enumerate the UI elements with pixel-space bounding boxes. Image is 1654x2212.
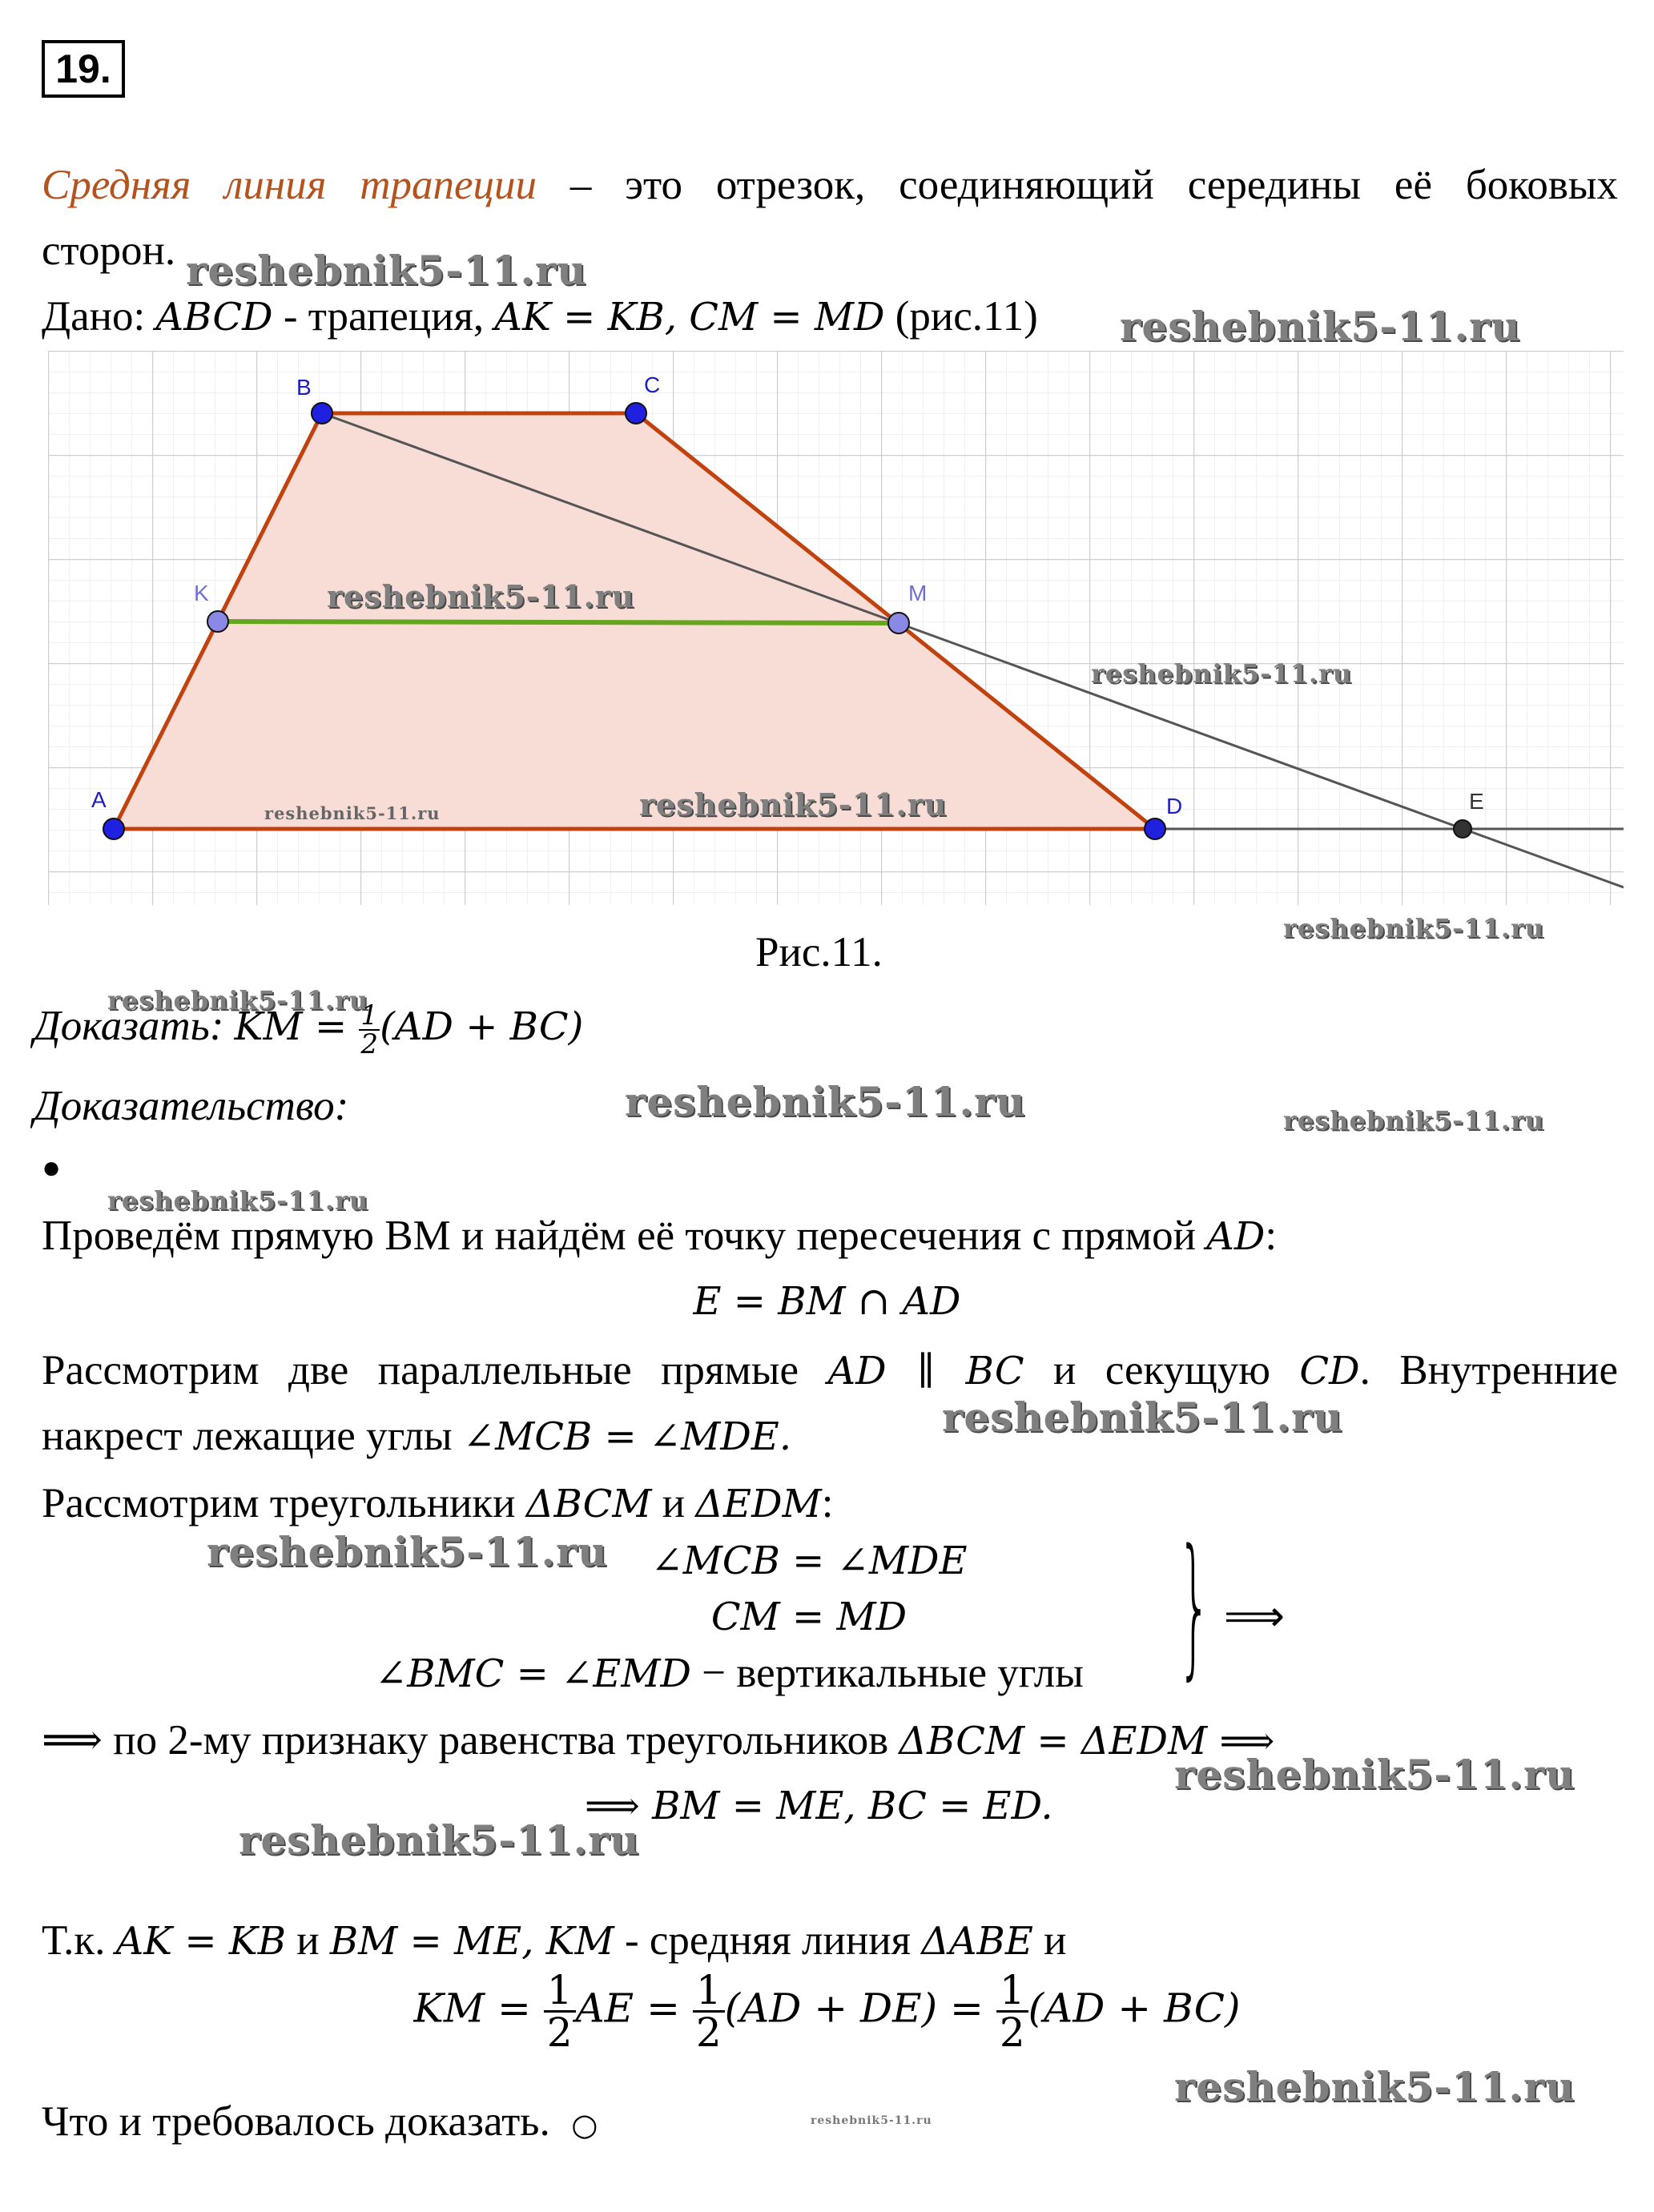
watermark: reshebnik5-11.ru (327, 578, 635, 614)
watermark: reshebnik5-11.ru (942, 1394, 1343, 1441)
figure-caption: Рис.11. (755, 929, 883, 975)
given-trapezoid: - трапеция, (272, 293, 495, 340)
step2-math1: AD ∥ BC (827, 1349, 1024, 1394)
final-eq-ae: AE = (575, 1985, 693, 2032)
fraction-2-num: 1 (693, 1970, 725, 2013)
given-line (42, 292, 1038, 342)
bullet: ● (42, 1149, 62, 1185)
fraction-2 (693, 1967, 725, 2056)
step2-text-c: . Внутренние (1359, 1347, 1618, 1394)
system-row1: ∠MCB = ∠MDE (650, 1538, 968, 1583)
watermark: reshebnik5-11.ru (1120, 303, 1521, 350)
final-eq-ad-bc: (AD + BC) (1028, 1985, 1241, 2032)
watermark: reshebnik5-11.ru (107, 985, 369, 1016)
step3-math1: ΔBCM (525, 1482, 652, 1526)
point-e (1454, 820, 1471, 838)
system-brace: } (1177, 1517, 1212, 1694)
system-arrow: ⟹ (1224, 1592, 1285, 1641)
final-math1: AK = KB (115, 1919, 286, 1964)
final-text-b: и (285, 1917, 330, 1964)
watermark: reshebnik5-11.ru (1283, 913, 1545, 943)
point-c (626, 403, 646, 424)
system-row3-math: ∠BMC = ∠EMD (375, 1651, 691, 1696)
step3-text-a: Рассмотрим треугольники (42, 1480, 526, 1526)
step1-text: Проведём прямую BM и найдём её точку пересечения с прямой (42, 1213, 1207, 1259)
given-equalities: AK = KB, CM = MD (494, 295, 885, 340)
watermark: reshebnik5-11.ru (107, 1185, 369, 1216)
watermark: reshebnik5-11.ru (625, 1078, 1026, 1125)
point-k (207, 611, 228, 632)
given-label: Дано: (42, 293, 156, 340)
label-c: C (644, 372, 661, 397)
watermark: reshebnik5-11.ru (639, 786, 948, 822)
problem-number: 19. (42, 40, 125, 98)
label-b: B (296, 375, 312, 400)
step1 (42, 1211, 1277, 1261)
final-eq-km: KM = (413, 1985, 544, 2032)
definition-rest: – это отрезок, соединяющий середины её боковых (537, 162, 1618, 208)
watermark: reshebnik5-11.ru (1174, 1751, 1576, 1798)
watermark: reshebnik5-11.ru (1174, 2063, 1576, 2110)
prove-lhs: KM = (234, 1004, 360, 1049)
step1-math: AD (1206, 1214, 1266, 1259)
system-row3-text: − вертикальные углы (691, 1650, 1084, 1696)
definition-term: Средняя линия трапеции (42, 162, 537, 208)
label-m: M (908, 581, 928, 605)
final-line (42, 1916, 1066, 1966)
conclusion1 (42, 1715, 1274, 1766)
point-d (1145, 818, 1165, 839)
qed-text: Что и требовалось доказать. (42, 2098, 550, 2145)
definition-line1 (42, 160, 1618, 210)
eq-e-intersection: E = BM ∩ AD (693, 1279, 961, 1324)
step2-math2: CD (1299, 1349, 1360, 1394)
final-text-c: - средняя линия (614, 1917, 922, 1964)
definition-line2: сторон. (42, 227, 176, 274)
watermark: reshebnik5-11.ru (239, 1816, 640, 1864)
label-d: D (1166, 794, 1183, 818)
qed-mark: ○ (571, 2107, 598, 2142)
fraction-1 (544, 1967, 576, 2056)
watermark: reshebnik5-11.ru (811, 2114, 932, 2127)
prove-label: Доказать: (34, 1003, 235, 1049)
system-row2: CM = MD (710, 1595, 907, 1639)
watermark: reshebnik5-11.ru (186, 247, 587, 294)
step2-text-a: Рассмотрим две параллельные прямые (42, 1347, 828, 1394)
fraction-1-den: 2 (546, 2009, 573, 2056)
point-b (312, 403, 332, 424)
qed-line (42, 2097, 598, 2150)
system-row3 (375, 1648, 1084, 1699)
final-equation (0, 1967, 1654, 2056)
step2-text-b: и секущую (1024, 1347, 1300, 1394)
fraction-1-num: 1 (544, 1970, 576, 2013)
prove-fraction (359, 999, 380, 1060)
label-k: K (194, 581, 209, 605)
given-abcd: ABCD (155, 295, 273, 340)
watermark: reshebnik5-11.ru (1283, 1105, 1545, 1136)
fraction-3-num: 1 (996, 1970, 1028, 2013)
conclusion1-text: ⟹ по 2-му признаку равенства треугольников (42, 1717, 899, 1764)
point-m (888, 613, 909, 633)
fraction-2-den: 2 (695, 2009, 722, 2056)
watermark: reshebnik5-11.ru (207, 1528, 608, 1575)
prove-rhs: (AD + BC) (380, 1004, 584, 1049)
final-text-d: и (1032, 1917, 1067, 1964)
prove-frac-den: 2 (360, 1028, 379, 1060)
point-a (103, 818, 124, 839)
step2-line2 (42, 1411, 791, 1462)
prove-frac-num: 1 (360, 999, 379, 1032)
label-e: E (1469, 789, 1484, 814)
proof-label: Доказательство: (34, 1083, 349, 1129)
watermark: reshebnik5-11.ru (1091, 658, 1353, 689)
final-math2: BM = ME, KM (329, 1919, 614, 1964)
conclusion1-math: ΔBCM = ΔEDM ⟹ (899, 1719, 1275, 1764)
step3-text-b: и (651, 1480, 696, 1526)
fraction-3-den: 2 (999, 2009, 1025, 2056)
step2-line2-math: ∠MCB = ∠MDE. (462, 1414, 792, 1459)
prove-line (34, 1001, 583, 1058)
step2-line1 (42, 1345, 1618, 1396)
label-a: A (91, 787, 107, 812)
midline-km (218, 621, 899, 623)
step1-end: : (1265, 1213, 1278, 1259)
step3-text-c: : (821, 1480, 834, 1526)
figure-trapezoid (42, 351, 1624, 911)
step3 (42, 1478, 833, 1529)
step2-line2-text: накрест лежащие углы (42, 1413, 463, 1459)
final-eq-ad-de: (AD + DE) = (724, 1985, 996, 2032)
fraction-3 (996, 1967, 1028, 2056)
watermark: reshebnik5-11.ru (264, 803, 441, 823)
final-math3: ΔABE (921, 1919, 1033, 1964)
conclusion2: ⟹ BM = ME, BC = ED. (585, 1784, 1053, 1828)
final-text-a: Т.к. (42, 1917, 116, 1964)
given-fig-ref: (рис.11) (884, 293, 1038, 340)
step3-math2: ΔEDM (695, 1482, 822, 1526)
